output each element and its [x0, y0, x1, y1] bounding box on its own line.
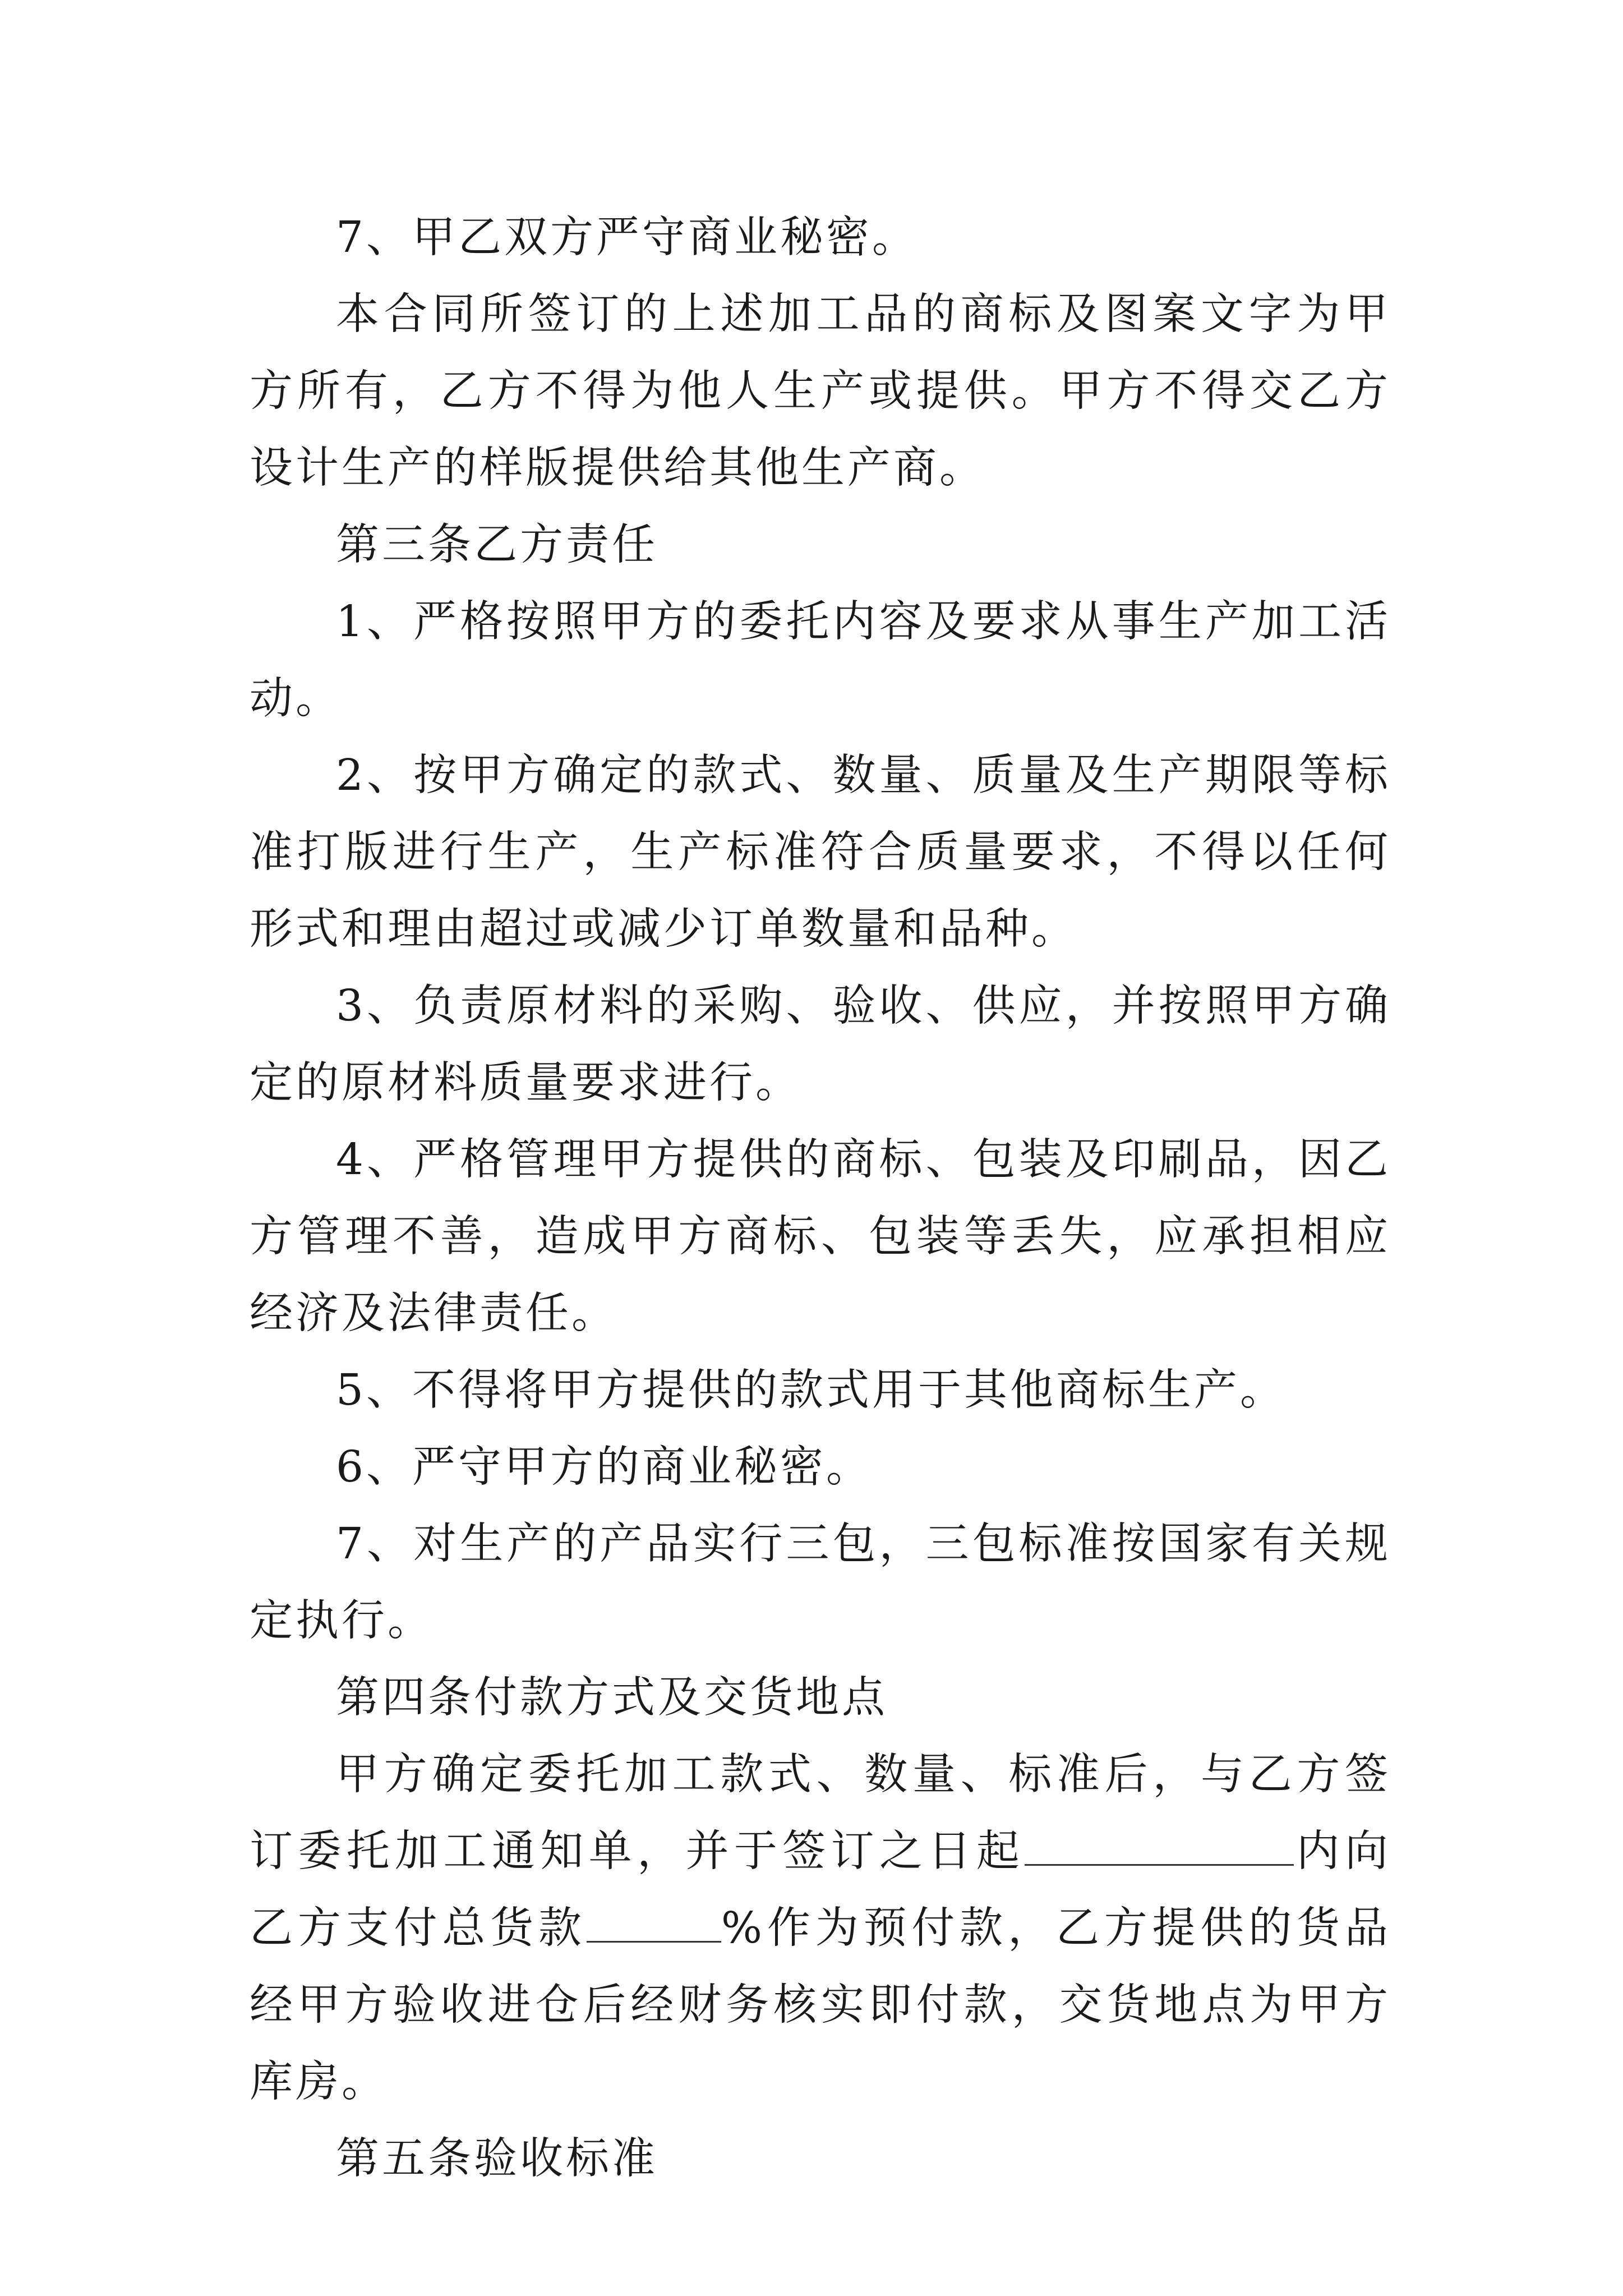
- heading-article-4: 第四条付款方式及交货地点: [336, 1673, 888, 1723]
- paragraph-article-3-item-3: 3、负责原材料的采购、验收、供应，并按照甲方确定的原材料质量要求进行。: [250, 981, 1391, 1108]
- payment-text-part-3: %作为预付款，乙方提供的货品经甲方验收进仓后经财务核实即付款，交货地点为甲方库房。: [250, 1903, 1391, 2107]
- paragraph-confidentiality-both: 7、甲乙双方严守商业秘密。: [336, 213, 918, 263]
- document-body: [250, 199, 1391, 2197]
- heading-article-3: 第三条乙方责任: [336, 520, 658, 570]
- paragraph-article-3-item-7: 7、对生产的产品实行三包，三包标准按国家有关规定执行。: [250, 1519, 1391, 1646]
- paragraph-article-3-item-2: 2、按甲方确定的款式、数量、质量及生产期限等标准打版进行生产，生产标准符合质量要求，不得以任何形式和理由超过或减少订单数量和品种。: [250, 751, 1391, 954]
- paragraph-article-3-item-1: 1、严格按照甲方的委托内容及要求从事生产加工活动。: [250, 597, 1391, 724]
- days-blank-field[interactable]: [1025, 1825, 1294, 1866]
- paragraph-article-3-item-4: 4、严格管理甲方提供的商标、包装及印刷品，因乙方管理不善，造成甲方商标、包装等丢失，应承担相应经济及法律责任。: [250, 1135, 1391, 1338]
- payment-text-part-1: 甲方确定委托加工款式、数量、标准后，与乙方签订委托加工通知单，并于签订之日起: [250, 1750, 1391, 1876]
- payment-text-part-2: 内向乙方支付总货款: [250, 1826, 1391, 1953]
- heading-article-5: 第五条验收标准: [336, 2134, 658, 2184]
- paragraph-article-3-item-5: 5、不得将甲方提供的款式用于其他商标生产。: [336, 1365, 1286, 1415]
- paragraph-payment-terms: [250, 1736, 1391, 2120]
- paragraph-trademark-ownership: 本合同所签订的上述加工品的商标及图案文字为甲方所有，乙方不得为他人生产或提供。甲方不得交乙方设计生产的样版提供给其他生产商。: [250, 289, 1391, 493]
- percent-blank-field[interactable]: [587, 1902, 721, 1943]
- paragraph-article-3-item-6: 6、严守甲方的商业秘密。: [336, 1442, 872, 1492]
